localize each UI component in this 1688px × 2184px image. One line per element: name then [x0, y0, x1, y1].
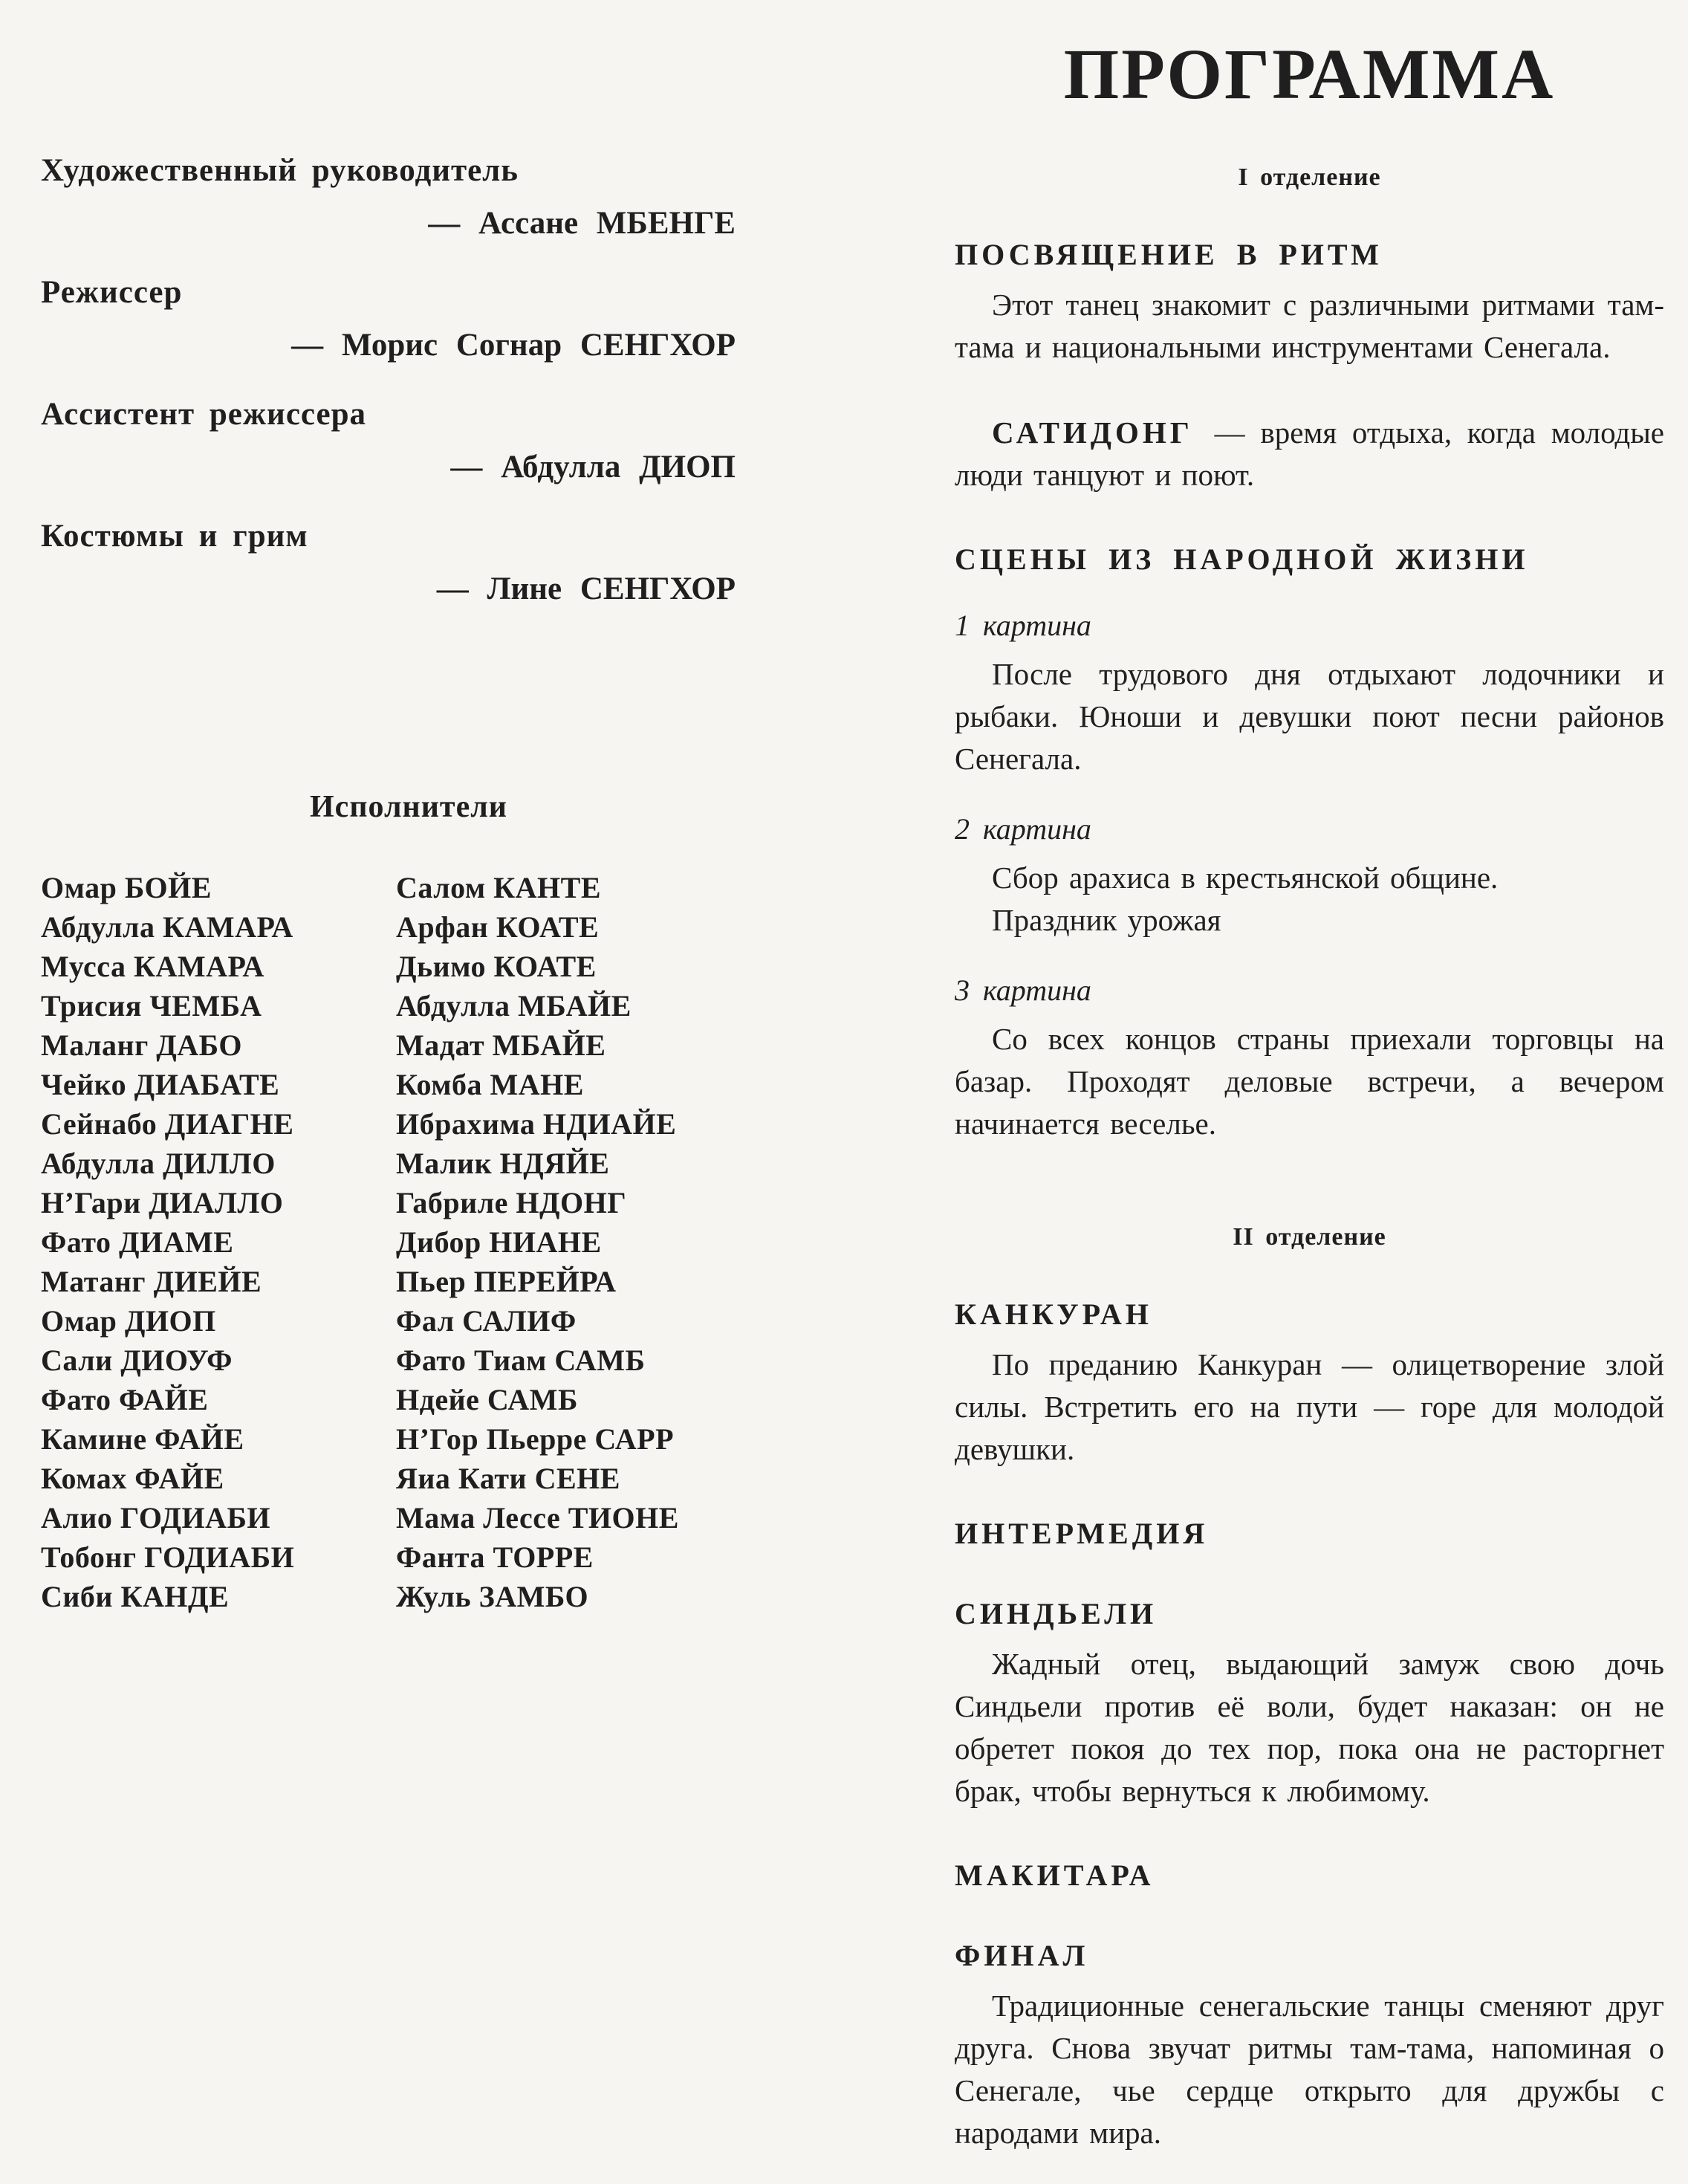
dance-description: Этот танец знакомит с различными ритмами там-тама и национальными инструментами Сенегала. [955, 288, 1664, 364]
dance-heading-sceny-iz-narodnoy-zhizni: СЦЕНЫ ИЗ НАРОДНОЙ ЖИЗНИ [955, 542, 1529, 576]
scene-2 [955, 811, 1664, 942]
performer-name: Сали ДИОУФ [41, 1344, 233, 1377]
performer-name: Жуль ЗАМБО [396, 1580, 589, 1613]
performer-name: Яиа Кати СЕНЕ [396, 1462, 620, 1495]
dance-heading-final: ФИНАЛ [955, 1939, 1089, 1972]
performer-name: Сейнабо ДИАГНЕ [41, 1107, 294, 1141]
performer-name: Фато ФАЙЕ [41, 1383, 209, 1416]
scene-line: Сбор арахиса в крестьянской общине. [992, 861, 1499, 895]
credits-section [41, 152, 776, 607]
performer-name: Чейко ДИАБАТЕ [41, 1068, 280, 1101]
performer-name: Трисия ЧЕМБА [41, 989, 262, 1023]
performer-name: Матанг ДИЕЙЕ [41, 1265, 262, 1298]
performers-column-2 [396, 868, 679, 1616]
scene-description [955, 857, 1664, 942]
performer-name: Фанта ТОРРЕ [396, 1540, 594, 1574]
performer-name: Габриле НДОНГ [396, 1186, 627, 1219]
scene-label: 3 картина [955, 973, 1091, 1007]
dance-heading-kankuran: КАНКУРАН [955, 1297, 1152, 1331]
right-column [955, 0, 1664, 2154]
scene-3 [955, 973, 1664, 1145]
page-title: ПРОГРАММА [1063, 34, 1556, 114]
performer-name: Камине ФАЙЕ [41, 1422, 244, 1456]
performer-name: Дибор НИАНЕ [396, 1225, 602, 1259]
dance-description: — время отдыха, когда молодые люди танцуют и поют. [955, 415, 1664, 492]
dance-heading-makitara: МАКИТАРА [955, 1859, 1155, 1892]
performer-name: Сиби КАНДЕ [41, 1580, 230, 1613]
performer-name: Арфан КОАТЕ [396, 910, 600, 944]
performer-name: Абдулла КАМАРА [41, 910, 293, 944]
performer-name: Мадат МБАЙЕ [396, 1028, 606, 1062]
dance-heading-sindeli: СИНДЬЕЛИ [955, 1597, 1158, 1630]
performers-list [41, 868, 776, 1616]
credit-name: — Абдулла ДИОП [450, 450, 736, 485]
scene-label: 2 картина [955, 812, 1091, 846]
performer-name: Комба МАНЕ [396, 1068, 584, 1101]
credit-role: Художественный руководитель [41, 153, 519, 188]
performer-name: Маланг ДАБО [41, 1028, 242, 1062]
scene-description: Со всех концов страны приехали торговцы на базар. Проходят деловые встречи, а вечером начинается веселье. [955, 1022, 1664, 1141]
performer-name: Малик НДЯЙЕ [396, 1147, 610, 1180]
performers-heading: Исполнители [310, 790, 507, 824]
performer-name: Н’Гари ДИАЛЛО [41, 1186, 284, 1219]
scene-1 [955, 608, 1664, 780]
performer-name: Н’Гор Пьерре САРР [396, 1422, 675, 1456]
credit-entry [41, 274, 776, 363]
performer-name: Ибрахима НДИАЙЕ [396, 1107, 677, 1141]
performer-name: Фато Тиам САМБ [396, 1344, 646, 1377]
performer-name: Мама Лессе ТИОНЕ [396, 1501, 679, 1535]
performer-name: Тобонг ГОДИАБИ [41, 1540, 295, 1574]
dance-satidong [955, 412, 1664, 496]
credit-role: Ассистент режиссера [41, 397, 367, 432]
performer-name: Омар БОЙЕ [41, 871, 212, 904]
performer-name: Абдулла ДИЛЛО [41, 1147, 276, 1180]
credit-name: — Морис Согнар СЕНГХОР [291, 328, 736, 363]
left-column [41, 0, 776, 2154]
dance-description: По преданию Канкуран — олицетворение злой силы. Встретить его на пути — горе для молодой девушки. [955, 1347, 1664, 1466]
dance-heading-satidong: САТИДОНГ [992, 415, 1193, 450]
credit-entry [41, 152, 776, 242]
scene-description: После трудового дня отдыхают лодочники и рыбаки. Юноши и девушки поют песни районов Сенегала. [955, 657, 1664, 776]
performer-name: Дьимо КОАТЕ [396, 950, 597, 983]
performer-name: Фато ДИАМЕ [41, 1225, 234, 1259]
performer-name: Фал САЛИФ [396, 1304, 577, 1338]
credit-entry [41, 518, 776, 607]
scene-line: Праздник урожая [992, 903, 1221, 937]
performer-name: Пьер ПЕРЕЙРА [396, 1265, 617, 1298]
credit-entry [41, 396, 776, 485]
credit-role: Режиссер [41, 275, 183, 310]
credit-name: — Лине СЕНГХОР [436, 571, 736, 606]
dance-description: Традиционные сенегальские танцы сменяют друг друга. Снова звучат ритмы там-тама, напоминая о Сенегале, чье сердце открыто для дружбы с народами мира. [955, 1989, 1664, 2150]
credit-name: — Ассане МБЕНГЕ [428, 206, 736, 241]
dance-heading-intermedia: ИНТЕРМЕДИЯ [955, 1517, 1209, 1550]
performers-column-1 [41, 868, 396, 1616]
part2-label: II отделение [1233, 1223, 1386, 1251]
scene-label: 1 картина [955, 609, 1091, 642]
performer-name: Алио ГОДИАБИ [41, 1501, 271, 1535]
performer-name: Мусса КАМАРА [41, 950, 264, 983]
performer-name: Абдулла МБАЙЕ [396, 989, 632, 1023]
performer-name: Омар ДИОП [41, 1304, 216, 1338]
dance-heading-posvyashchenie-v-ritm: ПОСВЯЩЕНИЕ В РИТМ [955, 238, 1383, 271]
performer-name: Салом КАНТЕ [396, 871, 602, 904]
dance-description: Жадный отец, выдающий замуж свою дочь Синдьели против её воли, будет наказан: он не обретет покоя до тех пор, пока она не расторгнет брак, чтобы вернуться к любимому. [955, 1647, 1664, 1808]
performer-name: Ндейе САМБ [396, 1383, 578, 1416]
performer-name: Комах ФАЙЕ [41, 1462, 224, 1495]
credit-role: Костюмы и грим [41, 519, 308, 554]
part1-label: I отделение [1238, 163, 1381, 191]
